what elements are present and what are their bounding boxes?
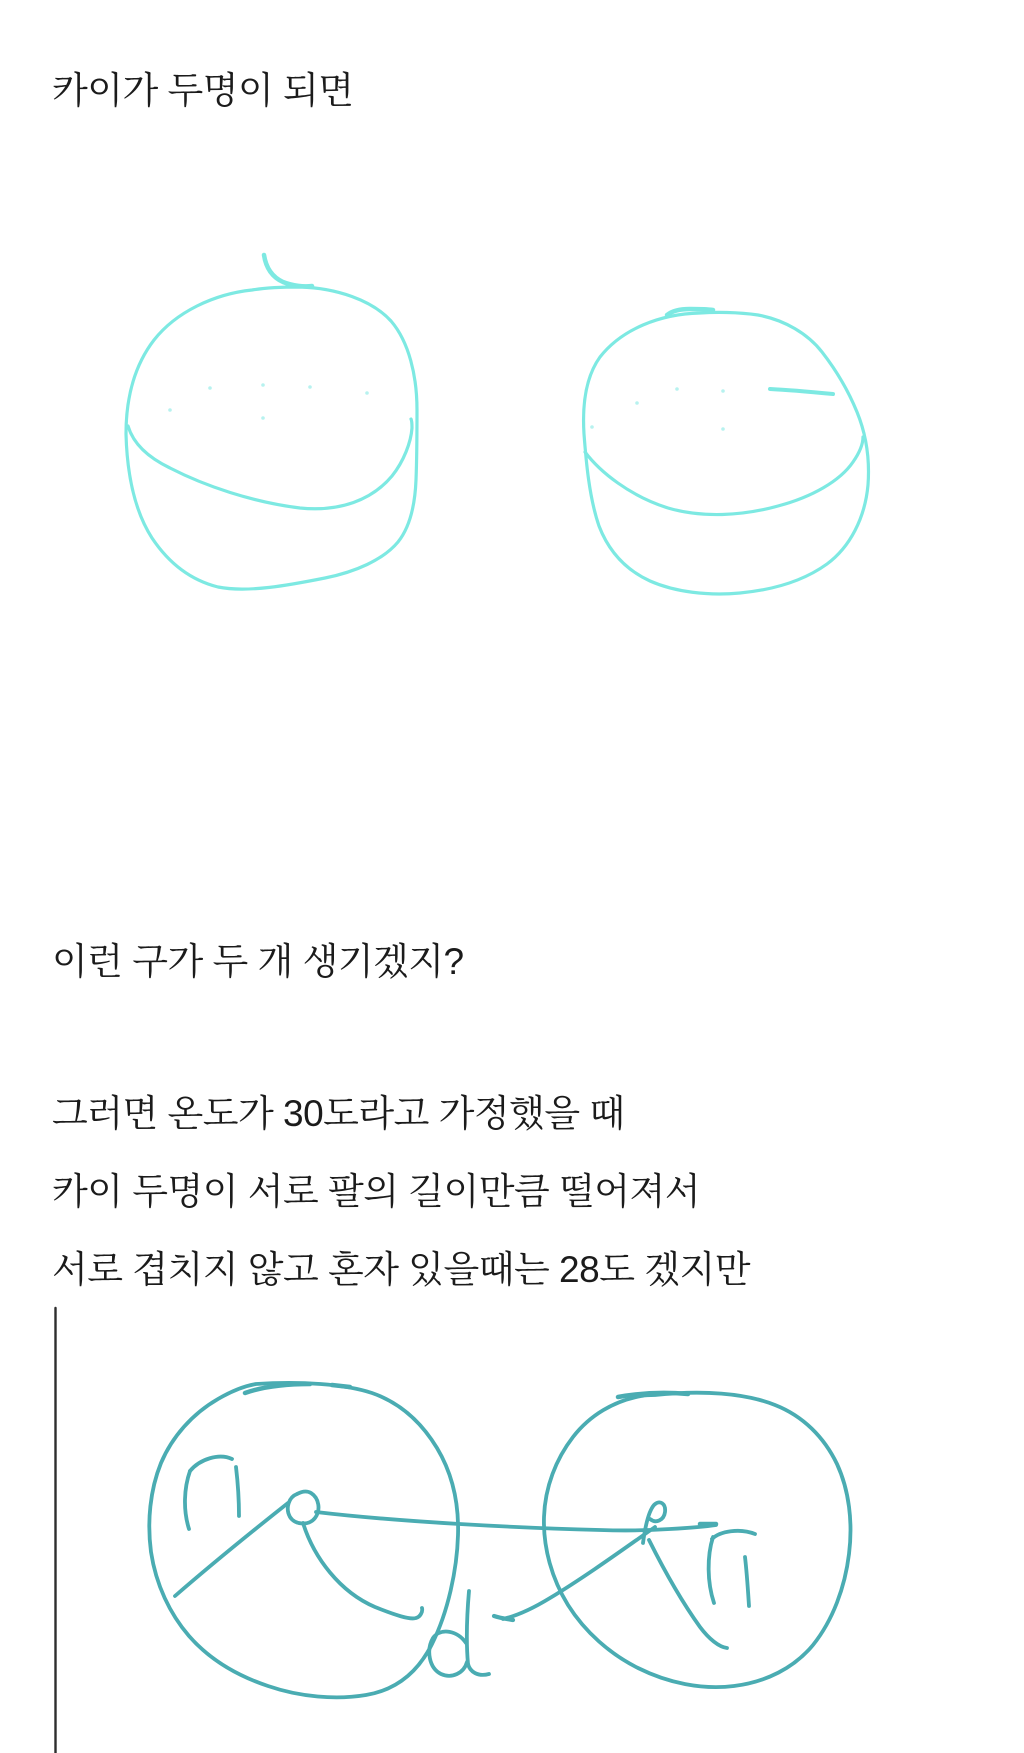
right-sphere-side-dash <box>770 389 833 394</box>
left-sphere-outline <box>126 287 417 589</box>
right-angle-left-leg <box>503 1527 655 1619</box>
right-centre-marker <box>643 1502 665 1543</box>
distance-diagram-drawing <box>0 1290 1024 1753</box>
label-d <box>429 1591 489 1676</box>
left-sphere-equator <box>128 419 412 509</box>
left-sphere <box>126 255 417 589</box>
intro-text: 카이가 두명이 되면 <box>52 70 354 111</box>
spheres-caption: 이런 구가 두 개 생기겠지? <box>52 941 464 982</box>
assumption-line-3: 서로 겹치지 않고 혼자 있을때는 28도 겠지만 <box>52 1249 750 1290</box>
right-angle-right-leg <box>649 1540 727 1648</box>
right-sphere-dots <box>590 387 725 431</box>
left-centre-marker <box>288 1491 319 1523</box>
left-sphere-dots <box>168 383 369 420</box>
right-circle <box>494 1393 851 1687</box>
label-r-left <box>185 1457 239 1529</box>
left-circle <box>149 1383 458 1697</box>
right-circle-outline <box>544 1393 851 1687</box>
left-circle-outline <box>149 1383 458 1697</box>
right-sphere <box>584 309 869 594</box>
assumption-line-1: 그러면 온도가 30도라고 가정했을 때 <box>52 1093 625 1134</box>
left-sphere-top-hook <box>264 255 312 286</box>
right-sphere-outline <box>584 312 869 594</box>
left-radius-line <box>175 1503 288 1596</box>
left-centre-arc <box>303 1523 422 1618</box>
assumption-line-2: 카이 두명이 서로 팔의 길이만큼 떨어져서 <box>52 1171 701 1212</box>
two-spheres-drawing <box>0 230 1024 610</box>
right-sphere-equator <box>585 437 863 515</box>
label-r-right <box>709 1531 755 1606</box>
